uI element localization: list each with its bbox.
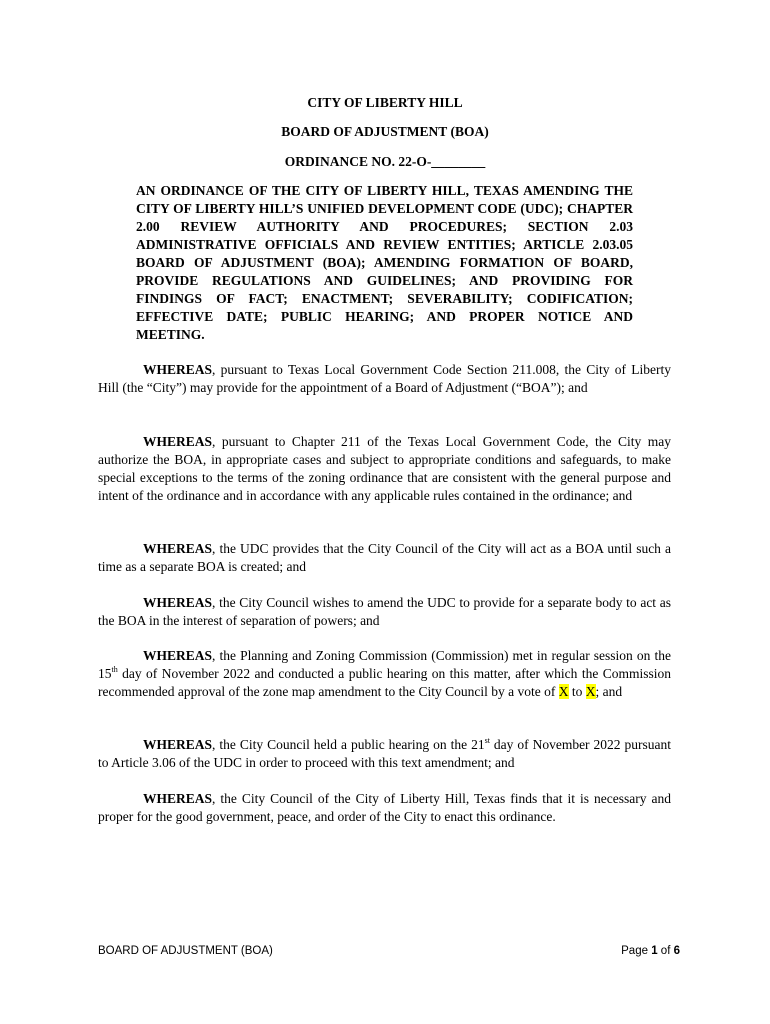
- vote-placeholder-highlight: X: [558, 684, 569, 699]
- page-number: Page 1 of 6: [621, 945, 680, 957]
- whereas-label: WHEREAS: [143, 541, 213, 556]
- board-heading: BOARD OF ADJUSTMENT (BOA): [281, 124, 489, 139]
- whereas-label: WHEREAS: [143, 737, 213, 752]
- ordinance-caption: AN ORDINANCE OF THE CITY OF LIBERTY HILL, TEXAS AMENDING THE CITY OF LIBERTY HILL’S UNIFIED DEVELOPMENT CODE (UDC); CHAPTER 2.00 REVIEW AUTHORITY AND PROCEDURES; SECTION 2.03 ADMINISTRATIVE OFFICIALS AND REVIEW ENTITIES; ARTICLE 2.03.05 BOARD OF ADJUSTMENT (BOA); AMENDING FORMATION OF BOARD, PROVIDE REGULATIONS AND GUIDELINES; AND PROVIDING FOR FINDINGS OF FACT; ENACTMENT; SEVERABILITY; CODIFICATION; EFFECTIVE DATE; PUBLIC HEARING; AND PROPER NOTICE AND MEETING.: [136, 183, 633, 342]
- vote-placeholder-highlight: X: [585, 684, 596, 699]
- footer-title: BOARD OF ADJUSTMENT (BOA): [98, 945, 273, 957]
- whereas-label: WHEREAS: [143, 648, 213, 663]
- whereas-label: WHEREAS: [143, 595, 213, 610]
- whereas-label: WHEREAS: [143, 791, 213, 806]
- whereas-paragraph-7: WHEREAS, the City Council of the City of Liberty Hill, Texas finds that it is necessary and proper for the good government, peace, and order of the City to enact this ordinance.: [98, 791, 671, 824]
- whereas-paragraph-3: WHEREAS, the UDC provides that the City Council of the City will act as a BOA until such a time as a separate BOA is created; and: [98, 541, 671, 574]
- whereas-paragraph-1: WHEREAS, pursuant to Texas Local Government Code Section 211.008, the City of Liberty Hill (the “City”) may provide for the appointment of a Board of Adjustment (“BOA”); and: [98, 362, 671, 395]
- whereas-paragraph-4: WHEREAS, the City Council wishes to amend the UDC to provide for a separate body to act as the BOA in the interest of separation of powers; and: [98, 595, 671, 628]
- whereas-label: WHEREAS: [143, 362, 213, 377]
- city-heading: CITY OF LIBERTY HILL: [307, 95, 463, 110]
- whereas-paragraph-6: WHEREAS, the City Council held a public hearing on the 21st day of November 2022 pursuant to Article 3.06 of the UDC in order to proceed with this text amendment; and: [98, 735, 671, 770]
- ordinance-number: ORDINANCE NO. 22-O-________: [284, 154, 486, 169]
- whereas-label: WHEREAS: [143, 434, 213, 449]
- whereas-paragraph-2: WHEREAS, pursuant to Chapter 211 of the Texas Local Government Code, the City may authorize the BOA, in appropriate cases and subject to appropriate conditions and safeguards, to make special exceptions to the terms of the zoning ordinance that are consistent with the general purpose and intent of the ordinance and in accordance with any applicable rules contained in the ordinance; and: [98, 434, 671, 503]
- whereas-paragraph-5: WHEREAS, the Planning and Zoning Commission (Commission) met in regular session on the 15th day of November 2022 and conducted a public hearing on this matter, after which the Commission recommended approval of the zone map amendment to the City Council by a vote of X to X; and: [98, 648, 671, 699]
